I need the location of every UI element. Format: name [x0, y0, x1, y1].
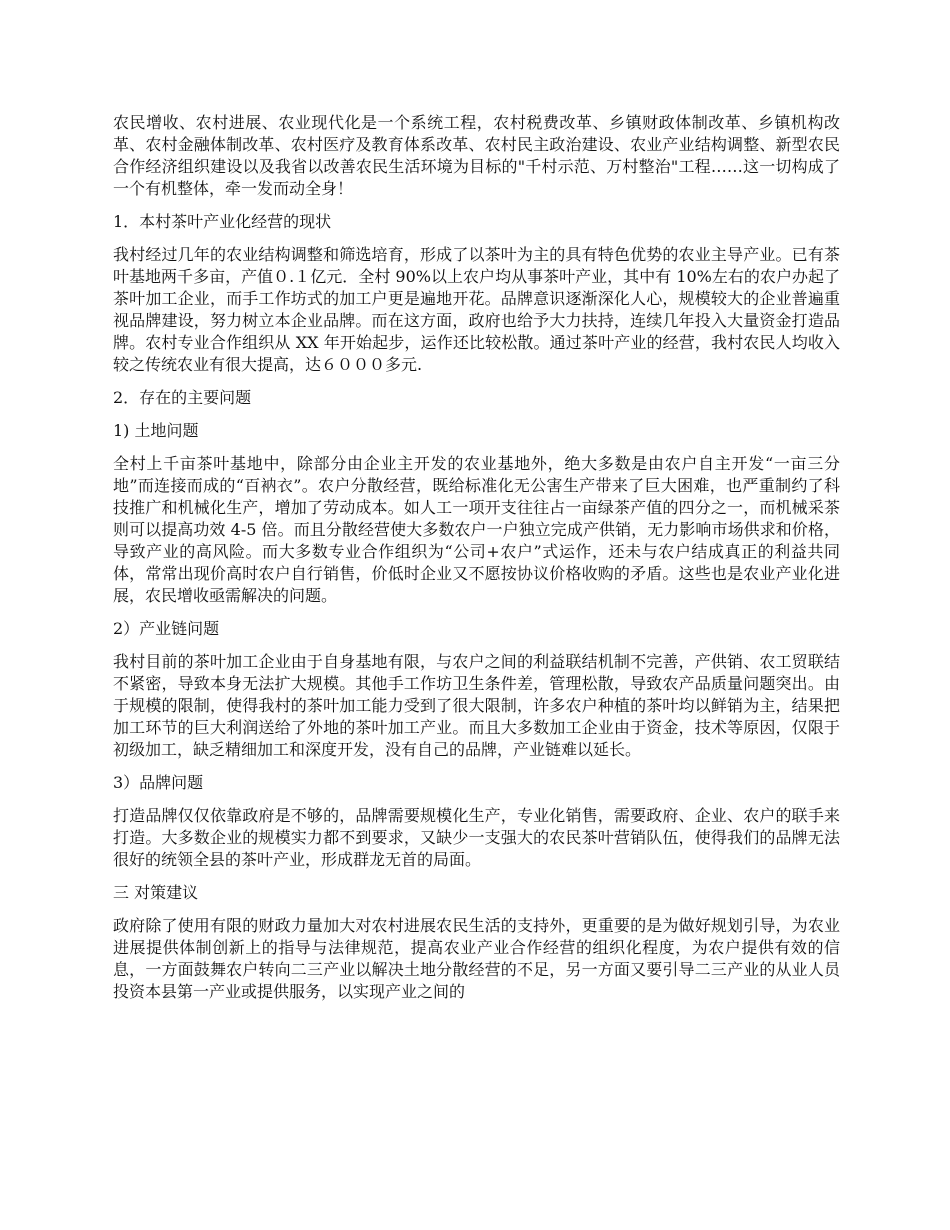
section-3-paragraph: 政府除了使用有限的财政力量加大对农村进展农民生活的支持外，更重要的是为做好规划引导，为农业进展提供体制创新上的指导与法律规范，提高农业产业合作经营的组织化程度，为农户提供有效的信息，一方面鼓舞农户转向二三产业以解决土地分散经营的不足，另一方面又要引导二三产业的从业人员投资本县第一产业或提供服务，以实现产业之间的: [113, 916, 840, 1001]
subsection-brand-paragraph: 打造品牌仅仅依靠政府是不够的，品牌需要规模化生产，专业化销售，需要政府、企业、农户的联手来打造。大多数企业的规模实力都不到要求，又缺少一支强大的农民茶叶营销队伍，使得我们的品牌无法很好的统领全县的茶叶产业，形成群龙无首的局面。: [113, 806, 840, 869]
subsection-chain-heading: 2）产业链问题: [113, 619, 220, 638]
subsection-chain-paragraph: 我村目前的茶叶加工企业由于自身基地有限，与农户之间的利益联结机制不完善，产供销、农工贸联结不紧密，导致本身无法扩大规模。其他手工作坊卫生条件差，管理松散，导致农产品质量问题突出。由于规模的限制，使得我村的茶叶加工能力受到了很大限制，许多农户种植的茶叶均以鲜销为主，结果把加工环节的巨大利润送给了外地的茶叶加工产业。而且大多数加工企业由于资金，技术等原因，仅限于初级加工，缺乏精细加工和深度开发，没有自己的品牌，产业链难以延长。: [113, 652, 840, 759]
section-1-paragraph: 我村经过几年的农业结构调整和筛选培育，形成了以茶叶为主的具有特色优势的农业主导产业。已有茶叶基地两千多亩，产值０.１亿元．全村 90%以上农户均从事茶叶产业，其中有 10%左右的农户办起了茶叶加工企业，而手工作坊式的加工户更是遍地开花。品牌意识逐渐深化人心，规模较大的企业普遍重视品牌建设，努力树立本企业品牌。而在这方面，政府也给予大力扶持，连续几年投入大量资金打造品牌。农村专业合作组织从 XX 年开始起步，运作还比较松散。通过茶叶产业的经营，我村农民人均收入较之传统农业有很大提高，达６０００多元.: [113, 245, 840, 374]
subsection-brand-heading: 3）品牌问题: [113, 773, 204, 792]
intro-paragraph: 农民增收、农村进展、农业现代化是一个系统工程，农村税费改革、乡镇财政体制改革、乡镇机构改革、农村金融体制改革、农村医疗及教育体系改革、农村民主政治建设、农业产业结构调整、新型农民合作经济组织建设以及我省以改善农民生活环境为目标的"千村示范、万村整治"工程……这一切构成了一个有机整体，牵一发而动全身！: [113, 113, 840, 198]
section-2-heading: 2．存在的主要问题: [113, 388, 252, 407]
document-page: [113, 112, 840, 1014]
subsection-land-paragraph: 全村上千亩茶叶基地中，除部分由企业主开发的农业基地外，绝大多数是由农户自主开发“一亩三分地”而连接而成的“百衲衣”。农户分散经营，既给标准化无公害生产带来了巨大困难，也严重制约了科技推广和机械化生产，增加了劳动成本。如人工一项开支往往占一亩绿茶产值的四分之一，而机械采茶则可以提高功效 4-5 倍。而且分散经营使大多数农户一户独立完成产供销，无力影响市场供求和价格，导致产业的高风险。而大多数专业合作组织为“公司+农户”式运作，还未与农户结成真正的利益共同体，常常出现价高时农户自行销售，价低时企业又不愿按协议价格收购的矛盾。这些也是农业产业化进展，农民增收亟需解决的问题。: [113, 454, 840, 605]
section-3-heading: 三 对策建议: [113, 883, 199, 902]
section-1-heading: 1．本村茶叶产业化经营的现状: [113, 212, 332, 231]
subsection-land-heading: 1) 土地问题: [113, 421, 199, 440]
